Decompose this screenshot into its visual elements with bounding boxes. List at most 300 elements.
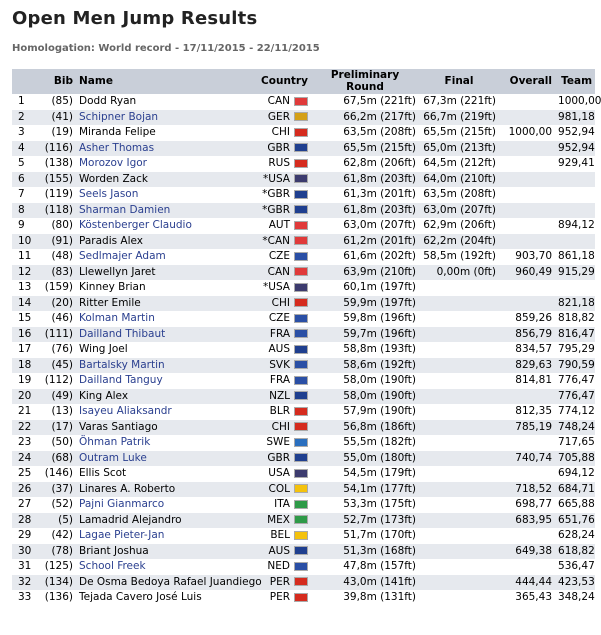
- page-title: Open Men Jump Results: [12, 8, 258, 29]
- flag-cell: [292, 203, 311, 219]
- country-code: AUS: [258, 544, 292, 560]
- flag-cell: [292, 125, 311, 141]
- country-code: RUS: [268, 157, 290, 169]
- rank-cell: 24: [12, 451, 38, 467]
- country-code: PER: [269, 591, 290, 603]
- final-cell: [419, 311, 499, 327]
- preliminary-round-cell: 54,1m (177ft): [311, 482, 419, 498]
- rank-cell: 8: [12, 203, 38, 219]
- country-flag-icon: [294, 190, 308, 199]
- overall-cell: [499, 110, 555, 126]
- preliminary-round-cell: 54,5m (179ft): [343, 467, 417, 479]
- overall-cell: [499, 156, 555, 172]
- header-preliminary-round[interactable]: Preliminary Round: [311, 69, 419, 94]
- preliminary-round-cell: 63,9m (210ft): [311, 265, 419, 281]
- flag-cell: [292, 451, 311, 467]
- team-cell: 536,47: [558, 560, 595, 572]
- athlete-name: Ellis Scot: [79, 467, 127, 479]
- table-row: [12, 296, 595, 312]
- header-final[interactable]: Final: [419, 69, 499, 94]
- bib-cell: (83): [38, 265, 76, 281]
- preliminary-round-cell: 51,7m (170ft): [343, 529, 417, 541]
- bib-cell: (91): [38, 234, 76, 250]
- table-row: [12, 265, 595, 281]
- preliminary-round-cell: 67,5m (221ft): [343, 95, 417, 107]
- homologation-line: Homologation: World record - 17/11/2015 - 22/11/2015: [12, 43, 320, 54]
- bib-cell: (49): [38, 389, 76, 405]
- rank-cell: 27: [18, 498, 32, 510]
- country-flag-icon: [294, 267, 308, 276]
- final-cell: 65,5m (215ft): [423, 126, 497, 138]
- rank-cell: 31: [18, 560, 32, 572]
- rank-cell: 12: [12, 265, 38, 281]
- athlete-name[interactable]: Öhman Patrik: [79, 436, 151, 448]
- flag-cell: [292, 156, 311, 172]
- preliminary-round-cell: 58,8m (193ft): [343, 343, 417, 355]
- bib-cell: (134): [38, 575, 76, 591]
- flag-cell: [292, 172, 311, 188]
- bib-cell: (78): [38, 544, 76, 560]
- flag-cell: [292, 404, 311, 420]
- athlete-name: Paradis Alex: [76, 234, 258, 250]
- header-country[interactable]: Country: [258, 69, 311, 94]
- country-flag-icon: [294, 422, 308, 431]
- rank-cell: 9: [18, 219, 25, 231]
- rank-cell: 5: [18, 157, 25, 169]
- overall-cell: 683,95: [499, 513, 555, 529]
- team-cell: 423,53: [555, 575, 595, 591]
- team-cell: 717,65: [558, 436, 595, 448]
- country-flag-icon: [294, 438, 308, 447]
- country-flag-icon: [294, 345, 308, 354]
- overall-cell: 859,26: [515, 312, 553, 324]
- rank-cell: 28: [12, 513, 38, 529]
- team-cell: 694,12: [558, 467, 595, 479]
- team-cell: 705,88: [555, 451, 595, 467]
- team-cell: 790,59: [555, 358, 595, 374]
- bib-cell: (52): [51, 498, 73, 510]
- table-row: [12, 156, 595, 172]
- country-flag-icon: [294, 159, 308, 168]
- preliminary-round-cell: 57,9m (190ft): [343, 405, 417, 417]
- table-row: [12, 94, 595, 110]
- preliminary-round-cell: 60,1m (197ft): [343, 281, 417, 293]
- athlete-name[interactable]: Kolman Martin: [79, 312, 155, 324]
- final-cell: 62,9m (206ft): [423, 219, 497, 231]
- flag-cell: [292, 466, 311, 482]
- bib-cell: (42): [51, 529, 73, 541]
- flag-cell: [292, 311, 311, 327]
- country-flag-icon: [294, 577, 308, 586]
- header-rank: [12, 69, 38, 94]
- flag-cell: [292, 435, 311, 451]
- final-cell: [419, 590, 499, 606]
- rank-cell: 6: [12, 172, 38, 188]
- table-row: [12, 559, 595, 575]
- table-row: [12, 234, 595, 250]
- country-code: COL: [258, 482, 292, 498]
- country-flag-icon: [294, 376, 308, 385]
- table-row: [12, 358, 595, 374]
- final-cell: [419, 575, 499, 591]
- athlete-name: King Alex: [76, 389, 258, 405]
- flag-cell: [292, 249, 311, 265]
- flag-cell: [292, 497, 311, 513]
- country-code: ITA: [274, 498, 290, 510]
- bib-cell: (46): [51, 312, 73, 324]
- preliminary-round-cell: 66,2m (217ft): [311, 110, 419, 126]
- preliminary-round-cell: 58,0m (190ft): [343, 374, 417, 386]
- team-cell: 651,76: [555, 513, 595, 529]
- rank-cell: 33: [18, 591, 32, 603]
- athlete-name: Dodd Ryan: [79, 95, 137, 107]
- athlete-name[interactable]: Pajni Gianmarco: [79, 498, 165, 510]
- team-cell: [555, 187, 595, 203]
- preliminary-round-cell: 59,9m (197ft): [311, 296, 419, 312]
- rank-cell: 25: [18, 467, 32, 479]
- final-cell: 65,0m (213ft): [419, 141, 499, 157]
- flag-cell: [292, 528, 311, 544]
- athlete-name: Worden Zack: [76, 172, 258, 188]
- preliminary-round-cell: 63,0m (207ft): [343, 219, 417, 231]
- athlete-name[interactable]: Bartalsky Martin: [76, 358, 258, 374]
- final-cell: [419, 404, 499, 420]
- preliminary-round-cell: 56,8m (186ft): [311, 420, 419, 436]
- team-cell: 861,18: [558, 250, 595, 262]
- preliminary-round-cell: 59,7m (196ft): [311, 327, 419, 343]
- preliminary-round-cell: 65,5m (215ft): [311, 141, 419, 157]
- table-row: [12, 373, 595, 389]
- results-body: [12, 94, 601, 606]
- athlete-name: Tejada Cavero José Luis: [79, 591, 202, 603]
- rank-cell: 3: [18, 126, 25, 138]
- team-cell: 748,24: [555, 420, 595, 436]
- flag-cell: [292, 590, 311, 606]
- country-code: BEL: [270, 529, 290, 541]
- results-table: [12, 69, 601, 606]
- preliminary-round-cell: 61,8m (203ft): [311, 203, 419, 219]
- preliminary-round-cell: 55,5m (182ft): [343, 436, 417, 448]
- rank-cell: 32: [12, 575, 38, 591]
- country-flag-icon: [294, 298, 308, 307]
- table-row: [12, 590, 595, 606]
- table-header-row: [12, 69, 595, 94]
- table-row: [12, 187, 595, 203]
- flag-cell: [292, 575, 311, 591]
- team-cell: 774,12: [558, 405, 595, 417]
- country-flag-icon: [294, 329, 308, 338]
- overall-cell: [499, 172, 555, 188]
- preliminary-round-cell: 52,7m (173ft): [311, 513, 419, 529]
- flag-cell: [292, 265, 311, 281]
- athlete-name: Miranda Felipe: [79, 126, 156, 138]
- athlete-name: Wing Joel: [79, 343, 128, 355]
- athlete-name[interactable]: Sharman Damien: [76, 203, 258, 219]
- table-row: [12, 389, 595, 405]
- flag-cell: [292, 327, 311, 343]
- athlete-name[interactable]: Dailland Thibaut: [76, 327, 258, 343]
- final-cell: [419, 482, 499, 498]
- flag-cell: [292, 559, 311, 575]
- country-code: AUT: [268, 219, 290, 231]
- bib-cell: (111): [38, 327, 76, 343]
- rank-cell: 29: [18, 529, 32, 541]
- preliminary-round-cell: 61,2m (201ft): [311, 234, 419, 250]
- athlete-name[interactable]: Morozov Igor: [79, 157, 147, 169]
- athlete-name: Linares A. Roberto: [76, 482, 258, 498]
- flag-cell: [292, 389, 311, 405]
- overall-cell: [499, 141, 555, 157]
- athlete-name[interactable]: Asher Thomas: [76, 141, 258, 157]
- overall-cell: 740,74: [499, 451, 555, 467]
- preliminary-round-cell: 58,0m (190ft): [311, 389, 419, 405]
- country-code: CHI: [258, 296, 292, 312]
- rank-cell: 7: [18, 188, 25, 200]
- rank-cell: 22: [12, 420, 38, 436]
- country-code: SWE: [266, 436, 290, 448]
- flag-cell: [292, 141, 311, 157]
- athlete-name: Briant Joshua: [76, 544, 258, 560]
- athlete-name[interactable]: Schipner Bojan: [76, 110, 258, 126]
- overall-cell: 649,38: [499, 544, 555, 560]
- country-flag-icon: [294, 314, 308, 323]
- athlete-name: Ritter Emile: [76, 296, 258, 312]
- country-flag-icon: [294, 407, 308, 416]
- rank-cell: 4: [12, 141, 38, 157]
- team-cell: 952,94: [555, 141, 595, 157]
- team-cell: 894,12: [558, 219, 595, 231]
- rank-cell: 30: [12, 544, 38, 560]
- athlete-name: Lamadrid Alejandro: [76, 513, 258, 529]
- athlete-name[interactable]: Seels Jason: [79, 188, 139, 200]
- final-cell: [419, 280, 499, 296]
- country-flag-icon: [294, 360, 308, 369]
- header-name[interactable]: Name: [76, 69, 258, 94]
- team-cell: [555, 172, 595, 188]
- bib-cell: (119): [44, 188, 73, 200]
- team-cell: 618,82: [555, 544, 595, 560]
- country-flag-icon: [294, 205, 308, 214]
- final-cell: [419, 420, 499, 436]
- country-code: BLR: [269, 405, 290, 417]
- final-cell: [419, 544, 499, 560]
- final-cell: 58,5m (192ft): [423, 250, 497, 262]
- rank-cell: 21: [18, 405, 32, 417]
- final-cell: 63,5m (208ft): [423, 188, 497, 200]
- bib-cell: (118): [38, 203, 76, 219]
- table-row: [12, 342, 595, 358]
- preliminary-round-cell: 55,0m (180ft): [311, 451, 419, 467]
- country-flag-icon: [294, 546, 308, 555]
- athlete-name[interactable]: School Freek: [79, 560, 146, 572]
- table-row: [12, 249, 595, 265]
- table-row: [12, 420, 595, 436]
- team-cell: [555, 203, 595, 219]
- preliminary-round-cell: 63,5m (208ft): [343, 126, 417, 138]
- preliminary-round-cell: 61,3m (201ft): [343, 188, 417, 200]
- flag-cell: [292, 342, 311, 358]
- rank-cell: 20: [12, 389, 38, 405]
- overall-cell: [499, 559, 555, 575]
- team-cell: 665,88: [558, 498, 595, 510]
- preliminary-round-cell: 53,3m (175ft): [343, 498, 417, 510]
- flag-cell: [292, 420, 311, 436]
- country-flag-icon: [294, 112, 308, 121]
- rank-cell: 14: [12, 296, 38, 312]
- team-cell: 915,29: [555, 265, 595, 281]
- athlete-name[interactable]: Dailland Tanguy: [79, 374, 163, 386]
- country-flag-icon: [294, 562, 308, 571]
- bib-cell: (20): [38, 296, 76, 312]
- country-flag-icon: [294, 236, 308, 245]
- overall-cell: 698,77: [515, 498, 553, 510]
- flag-cell: [292, 482, 311, 498]
- bib-cell: (136): [44, 591, 73, 603]
- country-flag-icon: [294, 174, 308, 183]
- table-row: [12, 141, 595, 157]
- team-cell: 818,82: [558, 312, 595, 324]
- bib-cell: (76): [51, 343, 73, 355]
- overall-cell: [499, 389, 555, 405]
- bib-cell: (112): [44, 374, 73, 386]
- country-code: *GBR: [258, 203, 292, 219]
- country-flag-icon: [294, 515, 308, 524]
- final-cell: [419, 358, 499, 374]
- flag-cell: [292, 280, 311, 296]
- bib-cell: (116): [38, 141, 76, 157]
- country-flag-icon: [294, 453, 308, 462]
- rank-cell: 2: [12, 110, 38, 126]
- flag-cell: [292, 358, 311, 374]
- country-code: CAN: [267, 95, 290, 107]
- header-bib[interactable]: Bib: [38, 69, 76, 94]
- rank-cell: 11: [18, 250, 32, 262]
- preliminary-round-cell: 59,8m (196ft): [343, 312, 417, 324]
- team-cell: 929,41: [558, 157, 595, 169]
- country-flag-icon: [294, 283, 308, 292]
- country-flag-icon: [294, 484, 308, 493]
- overall-cell: 365,43: [515, 591, 553, 603]
- country-flag-icon: [294, 97, 308, 106]
- overall-cell: 1000,00: [508, 126, 553, 138]
- table-row: [12, 544, 595, 560]
- overall-cell: [499, 234, 555, 250]
- team-cell: [555, 280, 595, 296]
- athlete-name[interactable]: Outram Luke: [76, 451, 258, 467]
- team-cell: 1000,00: [558, 95, 601, 107]
- team-cell: 348,24: [558, 591, 595, 603]
- country-flag-icon: [294, 391, 308, 400]
- overall-cell: [499, 296, 555, 312]
- final-cell: [419, 497, 499, 513]
- team-cell: 684,71: [555, 482, 595, 498]
- bib-cell: (159): [44, 281, 73, 293]
- final-cell: [419, 296, 499, 312]
- bib-cell: (125): [44, 560, 73, 572]
- rank-cell: 15: [18, 312, 32, 324]
- bib-cell: (48): [51, 250, 73, 262]
- country-code: USA: [268, 467, 290, 479]
- final-cell: [419, 513, 499, 529]
- bib-cell: (138): [44, 157, 73, 169]
- bib-cell: (5): [38, 513, 76, 529]
- overall-cell: 812,35: [515, 405, 553, 417]
- flag-cell: [292, 110, 311, 126]
- overall-cell: [499, 528, 555, 544]
- team-cell: [555, 234, 595, 250]
- country-code: NZL: [258, 389, 292, 405]
- table-row: [12, 466, 595, 482]
- final-cell: 66,7m (219ft): [419, 110, 499, 126]
- preliminary-round-cell: 58,6m (192ft): [311, 358, 419, 374]
- rank-cell: 10: [12, 234, 38, 250]
- team-cell: 628,24: [558, 529, 595, 541]
- country-code: NED: [267, 560, 290, 572]
- country-code: GBR: [258, 451, 292, 467]
- country-flag-icon: [294, 128, 308, 137]
- table-row: [12, 575, 595, 591]
- athlete-name[interactable]: Köstenberger Claudio: [79, 219, 192, 231]
- table-row: [12, 482, 595, 498]
- team-cell: 795,29: [558, 343, 595, 355]
- final-cell: 64,0m (210ft): [419, 172, 499, 188]
- country-code: FRA: [269, 374, 290, 386]
- team-cell: 816,47: [555, 327, 595, 343]
- country-flag-icon: [294, 143, 308, 152]
- overall-cell: 834,57: [515, 343, 553, 355]
- athlete-name[interactable]: Lagae Pieter-Jan: [79, 529, 165, 541]
- table-row: [12, 528, 595, 544]
- table-row: [12, 497, 595, 513]
- athlete-name[interactable]: Sedlmajer Adam: [79, 250, 166, 262]
- athlete-name: Varas Santiago: [76, 420, 258, 436]
- header-team[interactable]: Team: [555, 69, 595, 94]
- overall-cell: [499, 187, 555, 203]
- preliminary-round-cell: 61,6m (202ft): [343, 250, 417, 262]
- table-row: [12, 327, 595, 343]
- final-cell: [419, 373, 499, 389]
- final-cell: 0,00m (0ft): [419, 265, 499, 281]
- country-flag-icon: [294, 531, 308, 540]
- country-flag-icon: [294, 469, 308, 478]
- preliminary-round-cell: 62,8m (206ft): [343, 157, 417, 169]
- rank-cell: 19: [18, 374, 32, 386]
- team-cell: 776,47: [555, 389, 595, 405]
- country-code: AUS: [268, 343, 290, 355]
- final-cell: [419, 559, 499, 575]
- bib-cell: (85): [51, 95, 73, 107]
- flag-cell: [292, 513, 311, 529]
- rank-cell: 13: [18, 281, 32, 293]
- country-flag-icon: [294, 221, 308, 230]
- bib-cell: (80): [51, 219, 73, 231]
- final-cell: [419, 342, 499, 358]
- preliminary-round-cell: 39,8m (131ft): [343, 591, 417, 603]
- overall-cell: [499, 280, 555, 296]
- final-cell: [419, 389, 499, 405]
- table-row: [12, 172, 595, 188]
- table-row: [12, 280, 595, 296]
- final-cell: [419, 466, 499, 482]
- overall-cell: 829,63: [499, 358, 555, 374]
- overall-cell: 960,49: [499, 265, 555, 281]
- preliminary-round-cell: 61,8m (203ft): [311, 172, 419, 188]
- team-cell: 821,18: [555, 296, 595, 312]
- athlete-name[interactable]: Isayeu Aliaksandr: [79, 405, 172, 417]
- header-overall[interactable]: Overall: [499, 69, 555, 94]
- final-cell: 62,2m (204ft): [419, 234, 499, 250]
- country-code: PER: [258, 575, 292, 591]
